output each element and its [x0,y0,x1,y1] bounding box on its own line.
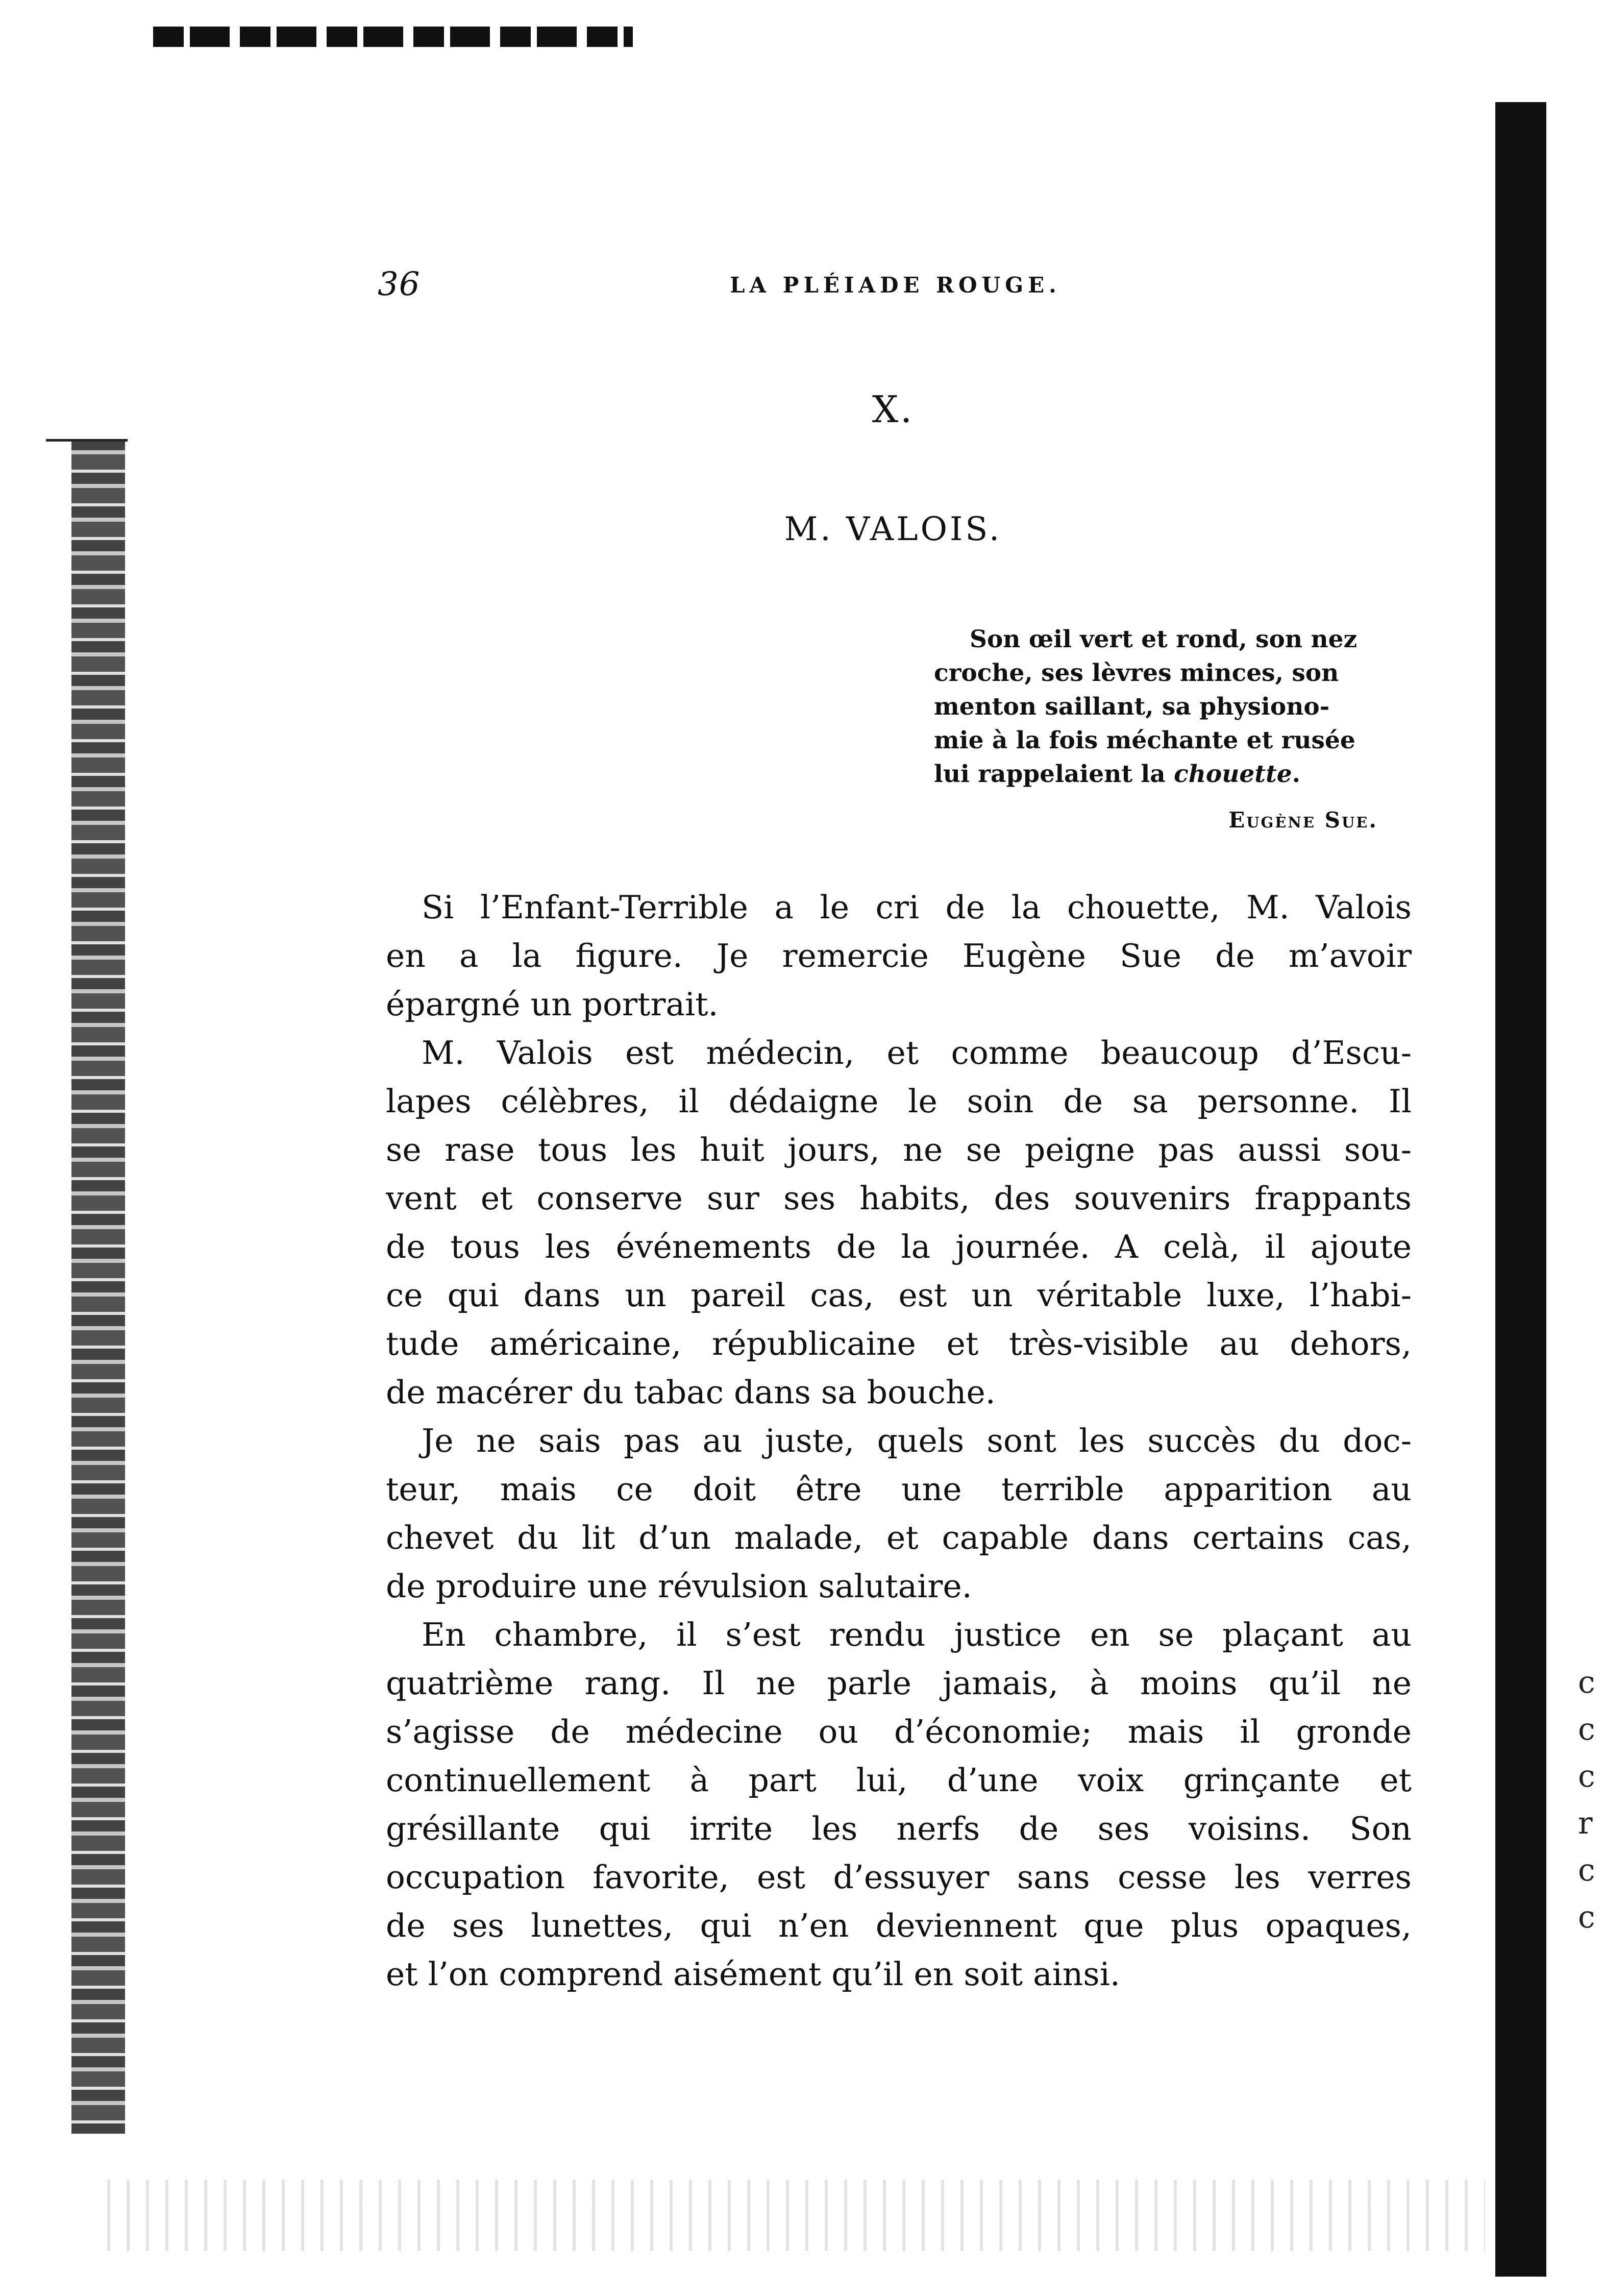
chapter-title: M. VALOIS. [784,510,1002,548]
running-head [378,265,1393,311]
body-line: ce qui dans un pareil cas, est un véritable luxe, l’habi- [386,1277,1412,1314]
epigraph-last-line-prefix: lui rappelaient la [934,760,1174,788]
margin-fragment: c [1578,1758,1595,1794]
body-line: en a la figure. Je remercie Eugène Sue de m’avoir [386,937,1412,974]
body-line: se rase tous les huit jours, ne se peigne pas aussi sou- [386,1131,1412,1168]
body-line: de produire une révulsion salutaire. [386,1568,972,1605]
scan-left-edge-artifact [71,439,125,2134]
body-line: lapes célèbres, il dédaigne le soin de sa personne. Il [386,1083,1412,1120]
body-line: M. Valois est médecin, et comme beaucoup d’Escu- [422,1034,1412,1071]
body-line: Si l’Enfant-Terrible a le cri de la chouette, M. Valois [422,889,1412,926]
margin-fragment: c [1578,1899,1595,1935]
scan-bottom-noise-artifact [107,2180,1485,2251]
margin-fragment: c [1578,1852,1595,1888]
scan-top-bar-artifact [153,27,633,47]
epigraph-last-line-suffix: . [1292,760,1300,788]
body-line: de macérer du tabac dans sa bouche. [386,1374,996,1411]
body-line: de ses lunettes, qui n’en deviennent que plus opaques, [386,1907,1412,1944]
epigraph-italic-word: chouette [1174,760,1292,788]
epigraph-line: Son œil vert et rond, son nez [970,625,1358,653]
body-line: de tous les événements de la journée. A celà, il ajoute [386,1228,1412,1265]
margin-fragment: c [1578,1665,1595,1700]
epigraph-line: menton saillant, sa physiono- [934,693,1330,721]
epigraph-line: mie à la fois méchante et rusée [934,726,1355,754]
margin-fragment: c [1578,1712,1595,1747]
body-line: chevet du lit d’un malade, et capable dans certains cas, [386,1519,1412,1556]
body-line: quatrième rang. Il ne parle jamais, à moins qu’il ne [386,1665,1412,1702]
margin-fragment: r [1578,1805,1593,1841]
body-text [386,883,1412,1998]
body-line: Je ne sais pas au juste, quels sont les succès du doc- [422,1422,1412,1459]
scan-right-edge-artifact [1495,102,1546,2277]
margin-fragments [1578,1659,1603,1941]
running-title: LA PLÉIADE ROUGE. [730,273,1061,298]
epigraph-last-line [934,758,1409,791]
epigraph-author: Eugène Sue. [1228,808,1378,833]
body-line: occupation favorite, est d’essuyer sans cesse les verres [386,1859,1412,1896]
body-line: et l’on comprend aisément qu’il en soit ainsi. [386,1956,1120,1993]
body-line: En chambre, il s’est rendu justice en se plaçant au [422,1616,1412,1653]
epigraph-line: croche, ses lèvres minces, son [934,659,1339,687]
epigraph [934,623,1409,791]
body-line: tude américaine, républicaine et très-visible au dehors, [386,1325,1412,1362]
chapter-number: X. [872,388,915,431]
body-line: épargné un portrait. [386,986,719,1023]
page-number: 36 [378,265,421,303]
body-line: vent et conserve sur ses habits, des souvenirs frappants [386,1180,1412,1217]
body-line: grésillante qui irrite les nerfs de ses voisins. Son [386,1810,1412,1847]
body-line: teur, mais ce doit être une terrible apparition au [386,1471,1412,1508]
body-line: s’agisse de médecine ou d’économie; mais il gronde [386,1713,1412,1750]
body-line: continuellement à part lui, d’une voix grinçante et [386,1762,1412,1799]
